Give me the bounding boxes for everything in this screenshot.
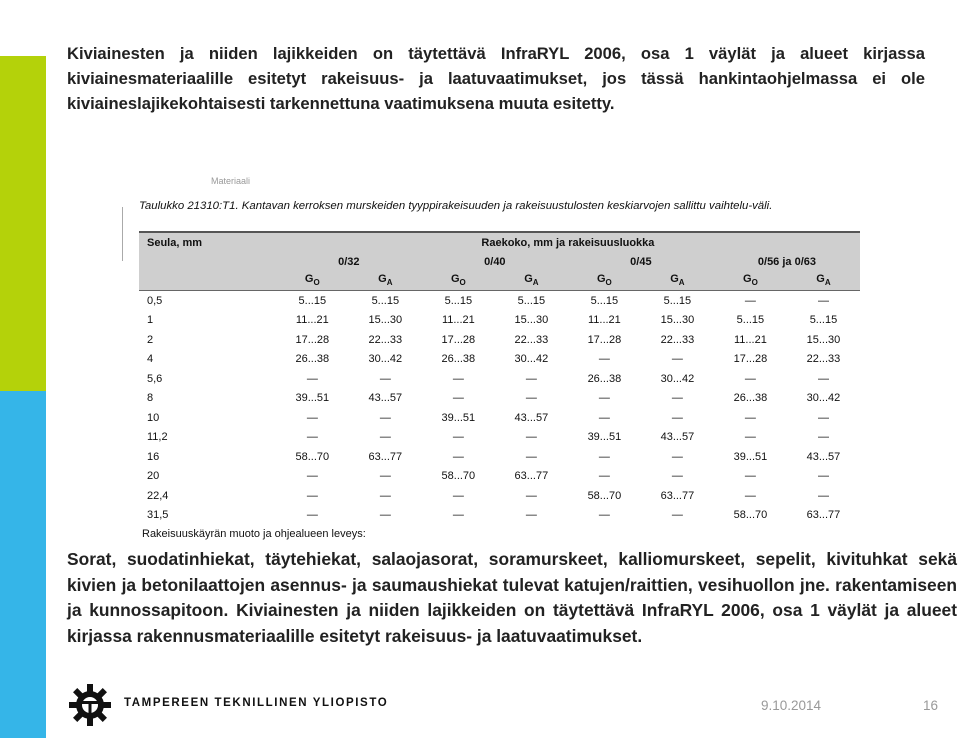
range-cell: — bbox=[379, 431, 391, 444]
stray-mark: Materiaali bbox=[211, 176, 251, 186]
table-row bbox=[139, 291, 860, 311]
range-cell: — bbox=[744, 411, 756, 424]
range-cell: 17...28 bbox=[295, 333, 330, 346]
range-cell: — bbox=[598, 392, 610, 405]
range-cell: — bbox=[744, 294, 756, 307]
range-cell: 30...42 bbox=[806, 392, 841, 405]
table-row bbox=[139, 330, 860, 350]
range-cell: — bbox=[525, 509, 537, 522]
range-cell: 30...42 bbox=[514, 353, 549, 366]
range-cell: — bbox=[598, 450, 610, 463]
subclass-subscript: A bbox=[824, 278, 831, 288]
range-cell: 43...57 bbox=[514, 411, 549, 424]
range-cell: 43...57 bbox=[660, 431, 695, 444]
range-cell: — bbox=[671, 392, 683, 405]
table-row bbox=[139, 467, 860, 487]
range-cell: — bbox=[598, 411, 610, 424]
grading-table bbox=[139, 231, 860, 525]
range-cell: 26...38 bbox=[295, 353, 330, 366]
subclass-letter: G bbox=[378, 273, 387, 286]
range-cell: — bbox=[817, 294, 829, 307]
class-header: 0/32 bbox=[276, 252, 422, 271]
range-cell: 22...33 bbox=[660, 333, 695, 346]
range-cell: 26...38 bbox=[587, 372, 622, 385]
range-cell: 63...77 bbox=[660, 489, 695, 502]
range-cell: — bbox=[452, 489, 464, 502]
range-cell: — bbox=[306, 372, 318, 385]
subclass-letter: G bbox=[670, 273, 679, 286]
range-cell: 17...28 bbox=[587, 333, 622, 346]
sieve-cell: 0,5 bbox=[147, 294, 163, 307]
range-cell: — bbox=[744, 489, 756, 502]
range-cell: — bbox=[379, 470, 391, 483]
slide-date: 9.10.2014 bbox=[761, 698, 822, 713]
range-cell: — bbox=[452, 431, 464, 444]
range-cell: — bbox=[598, 509, 610, 522]
range-cell: 22...33 bbox=[368, 333, 403, 346]
range-cell: 15...30 bbox=[368, 314, 403, 327]
range-cell: — bbox=[306, 431, 318, 444]
range-cell: 30...42 bbox=[660, 372, 695, 385]
subclass-header bbox=[641, 271, 714, 291]
range-cell: 11...21 bbox=[295, 314, 329, 327]
range-cell: 63...77 bbox=[514, 470, 549, 483]
sieve-cell: 11,2 bbox=[147, 431, 168, 444]
range-cell: — bbox=[817, 411, 829, 424]
range-cell: 11...21 bbox=[441, 314, 475, 327]
range-cell: 39...51 bbox=[295, 392, 330, 405]
subclass-subscript: A bbox=[532, 278, 539, 288]
table-row bbox=[139, 447, 860, 467]
sieve-cell: 8 bbox=[147, 392, 154, 405]
subclass-subscript: O bbox=[459, 278, 466, 288]
range-cell: — bbox=[671, 509, 683, 522]
table-row bbox=[139, 408, 860, 428]
range-cell: 5...15 bbox=[736, 314, 765, 327]
range-cell: — bbox=[525, 372, 537, 385]
range-cell: 5...15 bbox=[298, 294, 327, 307]
sieve-cell: 10 bbox=[147, 411, 160, 424]
table-row bbox=[139, 369, 860, 389]
sieve-header: Seula, mm bbox=[139, 232, 276, 252]
decor-bar-green bbox=[0, 56, 46, 391]
range-cell: — bbox=[744, 372, 756, 385]
sieve-cell: 31,5 bbox=[147, 509, 169, 522]
range-cell: — bbox=[525, 450, 537, 463]
page-number: 16 bbox=[923, 698, 939, 713]
range-cell: 58...70 bbox=[587, 489, 622, 502]
intro-paragraph: Kiviainesten ja niiden lajikkeiden on täytettävä InfraRYL 2006, osa 1 väylät ja alueet kirjassa kiviainesmateriaalille esitetyt rakeisuus- ja laatuvaatimukset, jos tässä hankintaohjelmassa ei ole kiviaineslajikekohtaisesti tarkennettuna vaatimuksena muuta esitetty. bbox=[67, 44, 925, 113]
range-cell: 5...15 bbox=[517, 294, 546, 307]
subclass-header bbox=[422, 271, 495, 291]
sieve-cell: 16 bbox=[147, 450, 160, 463]
subclass-letter: G bbox=[743, 273, 752, 286]
table-row bbox=[139, 350, 860, 370]
range-cell: 43...57 bbox=[368, 392, 403, 405]
class-header: 0/40 bbox=[422, 252, 568, 271]
range-cell: — bbox=[744, 431, 756, 444]
range-cell: — bbox=[744, 470, 756, 483]
subclass-header bbox=[714, 271, 787, 291]
class-header: 0/45 bbox=[568, 252, 714, 271]
range-cell: — bbox=[452, 509, 464, 522]
university-logo-icon bbox=[68, 683, 112, 727]
table-footnote: Rakeisuuskäyrän muoto ja ohjealueen leveys: bbox=[142, 528, 366, 540]
range-cell: 26...38 bbox=[733, 392, 768, 405]
range-cell: 58...70 bbox=[441, 470, 476, 483]
subclass-subscript: A bbox=[678, 278, 685, 288]
sieve-cell: 22,4 bbox=[147, 489, 169, 502]
subclass-letter: G bbox=[304, 273, 314, 286]
decor-bar-blue bbox=[0, 391, 46, 738]
range-cell: — bbox=[525, 392, 537, 405]
left-rule bbox=[122, 207, 123, 261]
range-cell: 39...51 bbox=[587, 431, 622, 444]
table-row bbox=[139, 486, 860, 506]
range-cell: 39...51 bbox=[441, 411, 476, 424]
range-cell: — bbox=[452, 392, 464, 405]
range-cell: 58...70 bbox=[295, 450, 330, 463]
range-cell: — bbox=[306, 470, 318, 483]
range-cell: — bbox=[379, 411, 391, 424]
table-row bbox=[139, 506, 860, 526]
range-cell: — bbox=[671, 450, 683, 463]
table-row bbox=[139, 311, 860, 331]
table-caption: Taulukko 21310:T1. Kantavan kerroksen murskeiden tyyppirakeisuuden ja rakeisuustulosten keskiarvojen sallittu vaihtelu-väli. bbox=[139, 200, 773, 212]
range-cell: 15...30 bbox=[660, 314, 695, 327]
subclass-letter: G bbox=[596, 273, 606, 286]
subclass-subscript: A bbox=[386, 278, 393, 288]
table-row bbox=[139, 389, 860, 409]
table-body bbox=[139, 291, 860, 526]
range-cell: — bbox=[525, 489, 537, 502]
range-cell: 17...28 bbox=[733, 353, 768, 366]
subclass-header bbox=[276, 271, 349, 291]
range-cell: — bbox=[817, 431, 829, 444]
range-cell: — bbox=[379, 372, 391, 385]
table-row bbox=[139, 428, 860, 448]
range-cell: 5...15 bbox=[590, 294, 619, 307]
range-cell: — bbox=[452, 450, 464, 463]
subclass-header bbox=[787, 271, 860, 291]
group-header: Raekoko, mm ja rakeisuusluokka bbox=[276, 232, 860, 252]
range-cell: 22...33 bbox=[514, 333, 549, 346]
range-cell: — bbox=[598, 470, 610, 483]
sieve-cell: 1 bbox=[147, 314, 154, 327]
range-cell: — bbox=[671, 411, 683, 424]
subclass-subscript: O bbox=[751, 278, 758, 288]
class-header: 0/56 ja 0/63 bbox=[714, 252, 860, 271]
range-cell: — bbox=[379, 489, 391, 502]
subclass-letter: G bbox=[816, 273, 825, 286]
range-cell: 17...28 bbox=[441, 333, 476, 346]
range-cell: 63...77 bbox=[368, 450, 403, 463]
university-name: TAMPEREEN TEKNILLINEN YLIOPISTO bbox=[124, 697, 389, 709]
range-cell: — bbox=[817, 470, 829, 483]
subclass-header bbox=[495, 271, 568, 291]
range-cell: 22...33 bbox=[806, 353, 841, 366]
subclass-header bbox=[568, 271, 641, 291]
outro-paragraph: Sorat, suodatinhiekat, täytehiekat, salaojasorat, soramurskeet, kalliomurskeet, sepelit, kivituhkat sekä kivien ja betonilaattojen asennus- ja saumaushiekat tulevat katujen/raittien, vesihuollon jne. rakentamiseen ja kunnossapitoon. Kiviainesten ja niiden lajikkeiden on täytettävä InfraRYL 2006, osa 1 väylät ja alueet kirjassa rakennusmateriaalille esitetyt rakeisuus- ja laatuvaatimukset. bbox=[67, 549, 957, 646]
subclass-subscript: O bbox=[605, 278, 612, 288]
range-cell: — bbox=[817, 372, 829, 385]
range-cell: — bbox=[306, 509, 318, 522]
range-cell: — bbox=[306, 411, 318, 424]
subclass-letter: G bbox=[450, 273, 460, 286]
range-cell: 30...42 bbox=[368, 353, 403, 366]
range-cell: 58...70 bbox=[733, 509, 768, 522]
range-cell: — bbox=[598, 353, 610, 366]
subclass-subscript: O bbox=[313, 278, 320, 288]
range-cell: 5...15 bbox=[444, 294, 473, 307]
sieve-cell: 5,6 bbox=[147, 372, 163, 385]
range-cell: — bbox=[817, 489, 829, 502]
range-cell: 15...30 bbox=[514, 314, 549, 327]
sieve-cell: 2 bbox=[147, 333, 154, 346]
range-cell: 11...21 bbox=[587, 314, 621, 327]
subclass-row bbox=[139, 271, 860, 291]
range-cell: — bbox=[671, 470, 683, 483]
range-cell: 5...15 bbox=[809, 314, 838, 327]
range-cell: 5...15 bbox=[663, 294, 692, 307]
sieve-cell: 20 bbox=[147, 470, 160, 483]
range-cell: — bbox=[525, 431, 537, 444]
range-cell: 15...30 bbox=[806, 333, 841, 346]
range-cell: 5...15 bbox=[371, 294, 400, 307]
sieve-cell: 4 bbox=[147, 353, 154, 366]
range-cell: 39...51 bbox=[733, 450, 768, 463]
range-cell: — bbox=[671, 353, 683, 366]
range-cell: — bbox=[379, 509, 391, 522]
range-cell: 63...77 bbox=[806, 509, 841, 522]
subclass-letter: G bbox=[524, 273, 533, 286]
range-cell: 11...21 bbox=[734, 333, 767, 346]
range-cell: 26...38 bbox=[441, 353, 476, 366]
range-cell: 43...57 bbox=[806, 450, 841, 463]
range-cell: — bbox=[306, 489, 318, 502]
range-cell: — bbox=[452, 372, 464, 385]
subclass-header bbox=[349, 271, 422, 291]
